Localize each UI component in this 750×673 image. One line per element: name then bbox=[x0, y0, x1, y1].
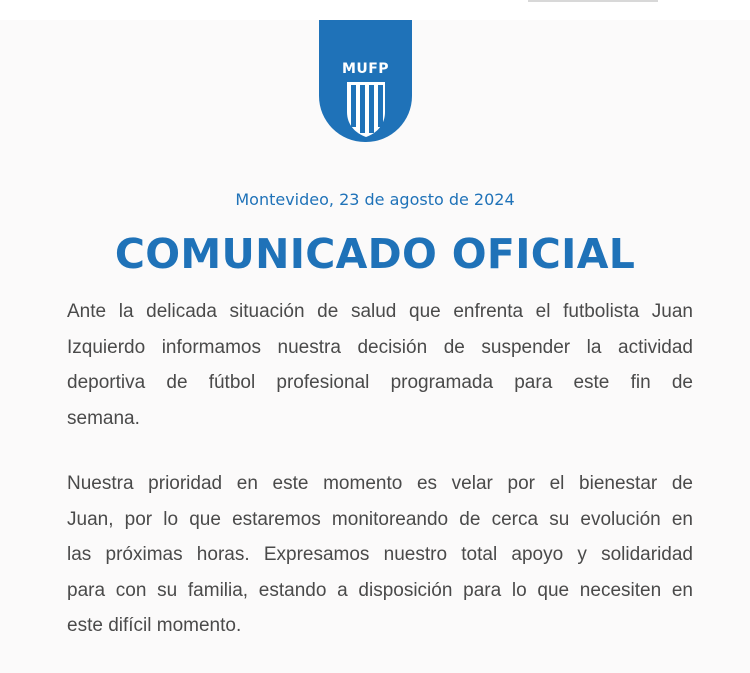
paragraph-2-line: Nuestra prioridad en este momento es velar por el bienestar de bbox=[67, 473, 693, 494]
paragraph-1 bbox=[67, 294, 693, 436]
statement-date: Montevideo, 23 de agosto de 2024 bbox=[235, 190, 515, 209]
mufp-logo-badge bbox=[319, 20, 412, 142]
paragraph-1-line: semana. bbox=[67, 407, 140, 429]
top-divider bbox=[528, 0, 658, 2]
paragraph-2-line: este difícil momento. bbox=[67, 615, 242, 636]
statement-title: COMUNICADO OFICIAL bbox=[114, 230, 636, 278]
paragraph-2-line: las próximas horas. Expresamos nuestro total apoyo y solidaridad bbox=[67, 544, 693, 565]
paragraph-2-line: para con su familia, estando a disposición para lo que necesiten en bbox=[67, 579, 693, 601]
top-strip bbox=[0, 0, 750, 20]
paragraph-1-line: deportiva de fútbol profesional programada para este fin de bbox=[67, 372, 693, 393]
paragraph-2 bbox=[67, 466, 693, 644]
paragraph-2-line: Juan, por lo que estaremos monitoreando de cerca su evolución en bbox=[67, 508, 693, 530]
paragraph-1-line: Ante la delicada situación de salud que enfrenta el futbolista Juan bbox=[67, 301, 693, 322]
logo-text: MUFP bbox=[341, 61, 390, 77]
striped-shield-icon bbox=[343, 82, 389, 138]
paragraph-1-line: Izquierdo informamos nuestra decisión de suspender la actividad bbox=[67, 336, 693, 358]
